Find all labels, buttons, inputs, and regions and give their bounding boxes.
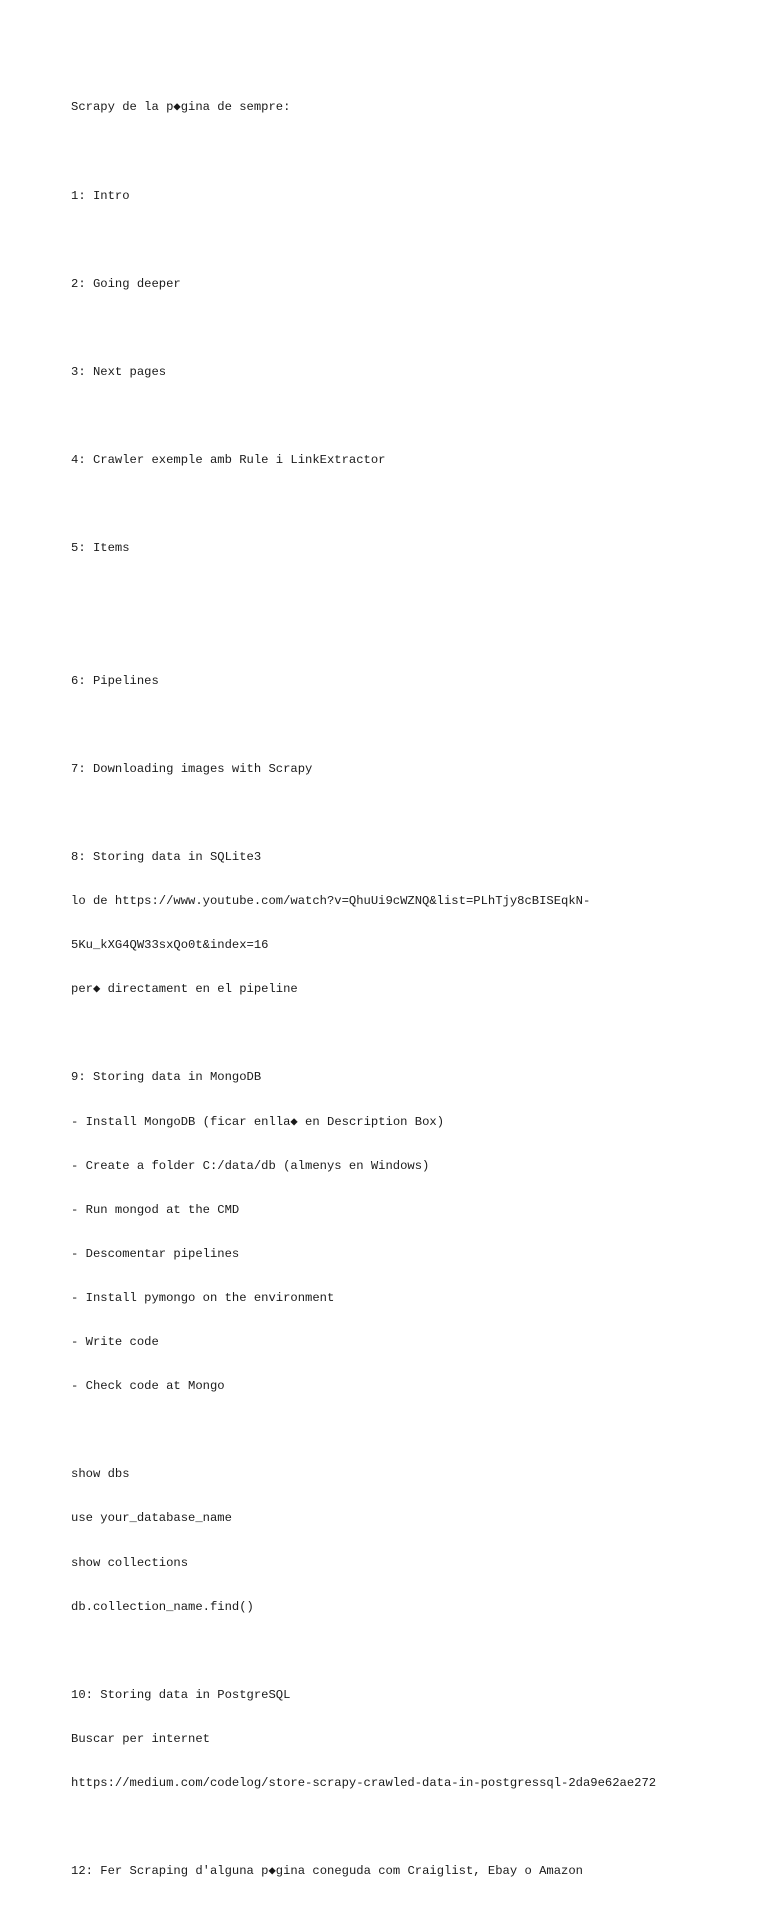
document-line [71, 321, 761, 336]
document-line: lo de https://www.youtube.com/watch?v=QhuUi9cWZNQ&list=PLhTjy8cBISEqkN- [71, 894, 591, 909]
document-line [71, 585, 761, 600]
document-line [71, 1820, 761, 1835]
document-line: 12: Fer Scraping d'alguna p◆gina coneguda com Craiglist, Ebay o Amazon [71, 1864, 583, 1879]
document-line: 5Ku_kXG4QW33sxQo0t&index=16 [71, 938, 269, 953]
document-line: 5: Items [71, 541, 130, 556]
document-line [71, 1026, 761, 1041]
document-line: - Install pymongo on the environment [71, 1290, 335, 1305]
document-line: 10: Storing data in PostgreSQL [71, 1687, 291, 1702]
document-line: - Write code [71, 1335, 159, 1350]
document-line [71, 1423, 761, 1438]
document-text [71, 71, 761, 1908]
document-line [71, 718, 761, 733]
document-line: db.collection_name.find() [71, 1599, 254, 1614]
document-line: 9: Storing data in MongoDB [71, 1070, 262, 1085]
document-line: - Descomentar pipelines [71, 1246, 240, 1261]
document-line: 6: Pipelines [71, 673, 159, 688]
document-line: 7: Downloading images with Scrapy [71, 761, 313, 776]
document-line: 8: Storing data in SQLite3 [71, 850, 262, 864]
document-line: show collections [71, 1555, 189, 1570]
document-line: - Run mongod at the CMD [71, 1202, 240, 1217]
document-line: https://medium.com/codelog/store-scrapy-crawled-data-in-postgressql-2da9e62ae272 [71, 1775, 657, 1790]
document-line [71, 630, 761, 645]
document-line [71, 409, 761, 424]
document-line: 4: Crawler exemple amb Rule i LinkExtractor [71, 453, 386, 468]
document-line [71, 497, 761, 512]
document-line: 3: Next pages [71, 364, 167, 379]
document-line: 1: Intro [71, 188, 130, 203]
document-line: - Check code at Mongo [71, 1379, 225, 1394]
document-line [71, 145, 761, 160]
document-line: per◆ directament en el pipeline [71, 982, 298, 997]
document-line: 2: Going deeper [71, 276, 181, 291]
document-line: - Install MongoDB (ficar enlla◆ en Description Box) [71, 1114, 445, 1129]
document-line [71, 1644, 761, 1659]
document-line: - Create a folder C:/data/db (almenys en Windows) [71, 1158, 430, 1173]
document-line: show dbs [71, 1467, 130, 1482]
document-line: use your_database_name [71, 1511, 232, 1526]
document-line: Buscar per internet [71, 1731, 210, 1746]
document-line [71, 806, 761, 821]
document-line [71, 233, 761, 248]
document-line: Scrapy de la p◆gina de sempre: [71, 100, 291, 115]
